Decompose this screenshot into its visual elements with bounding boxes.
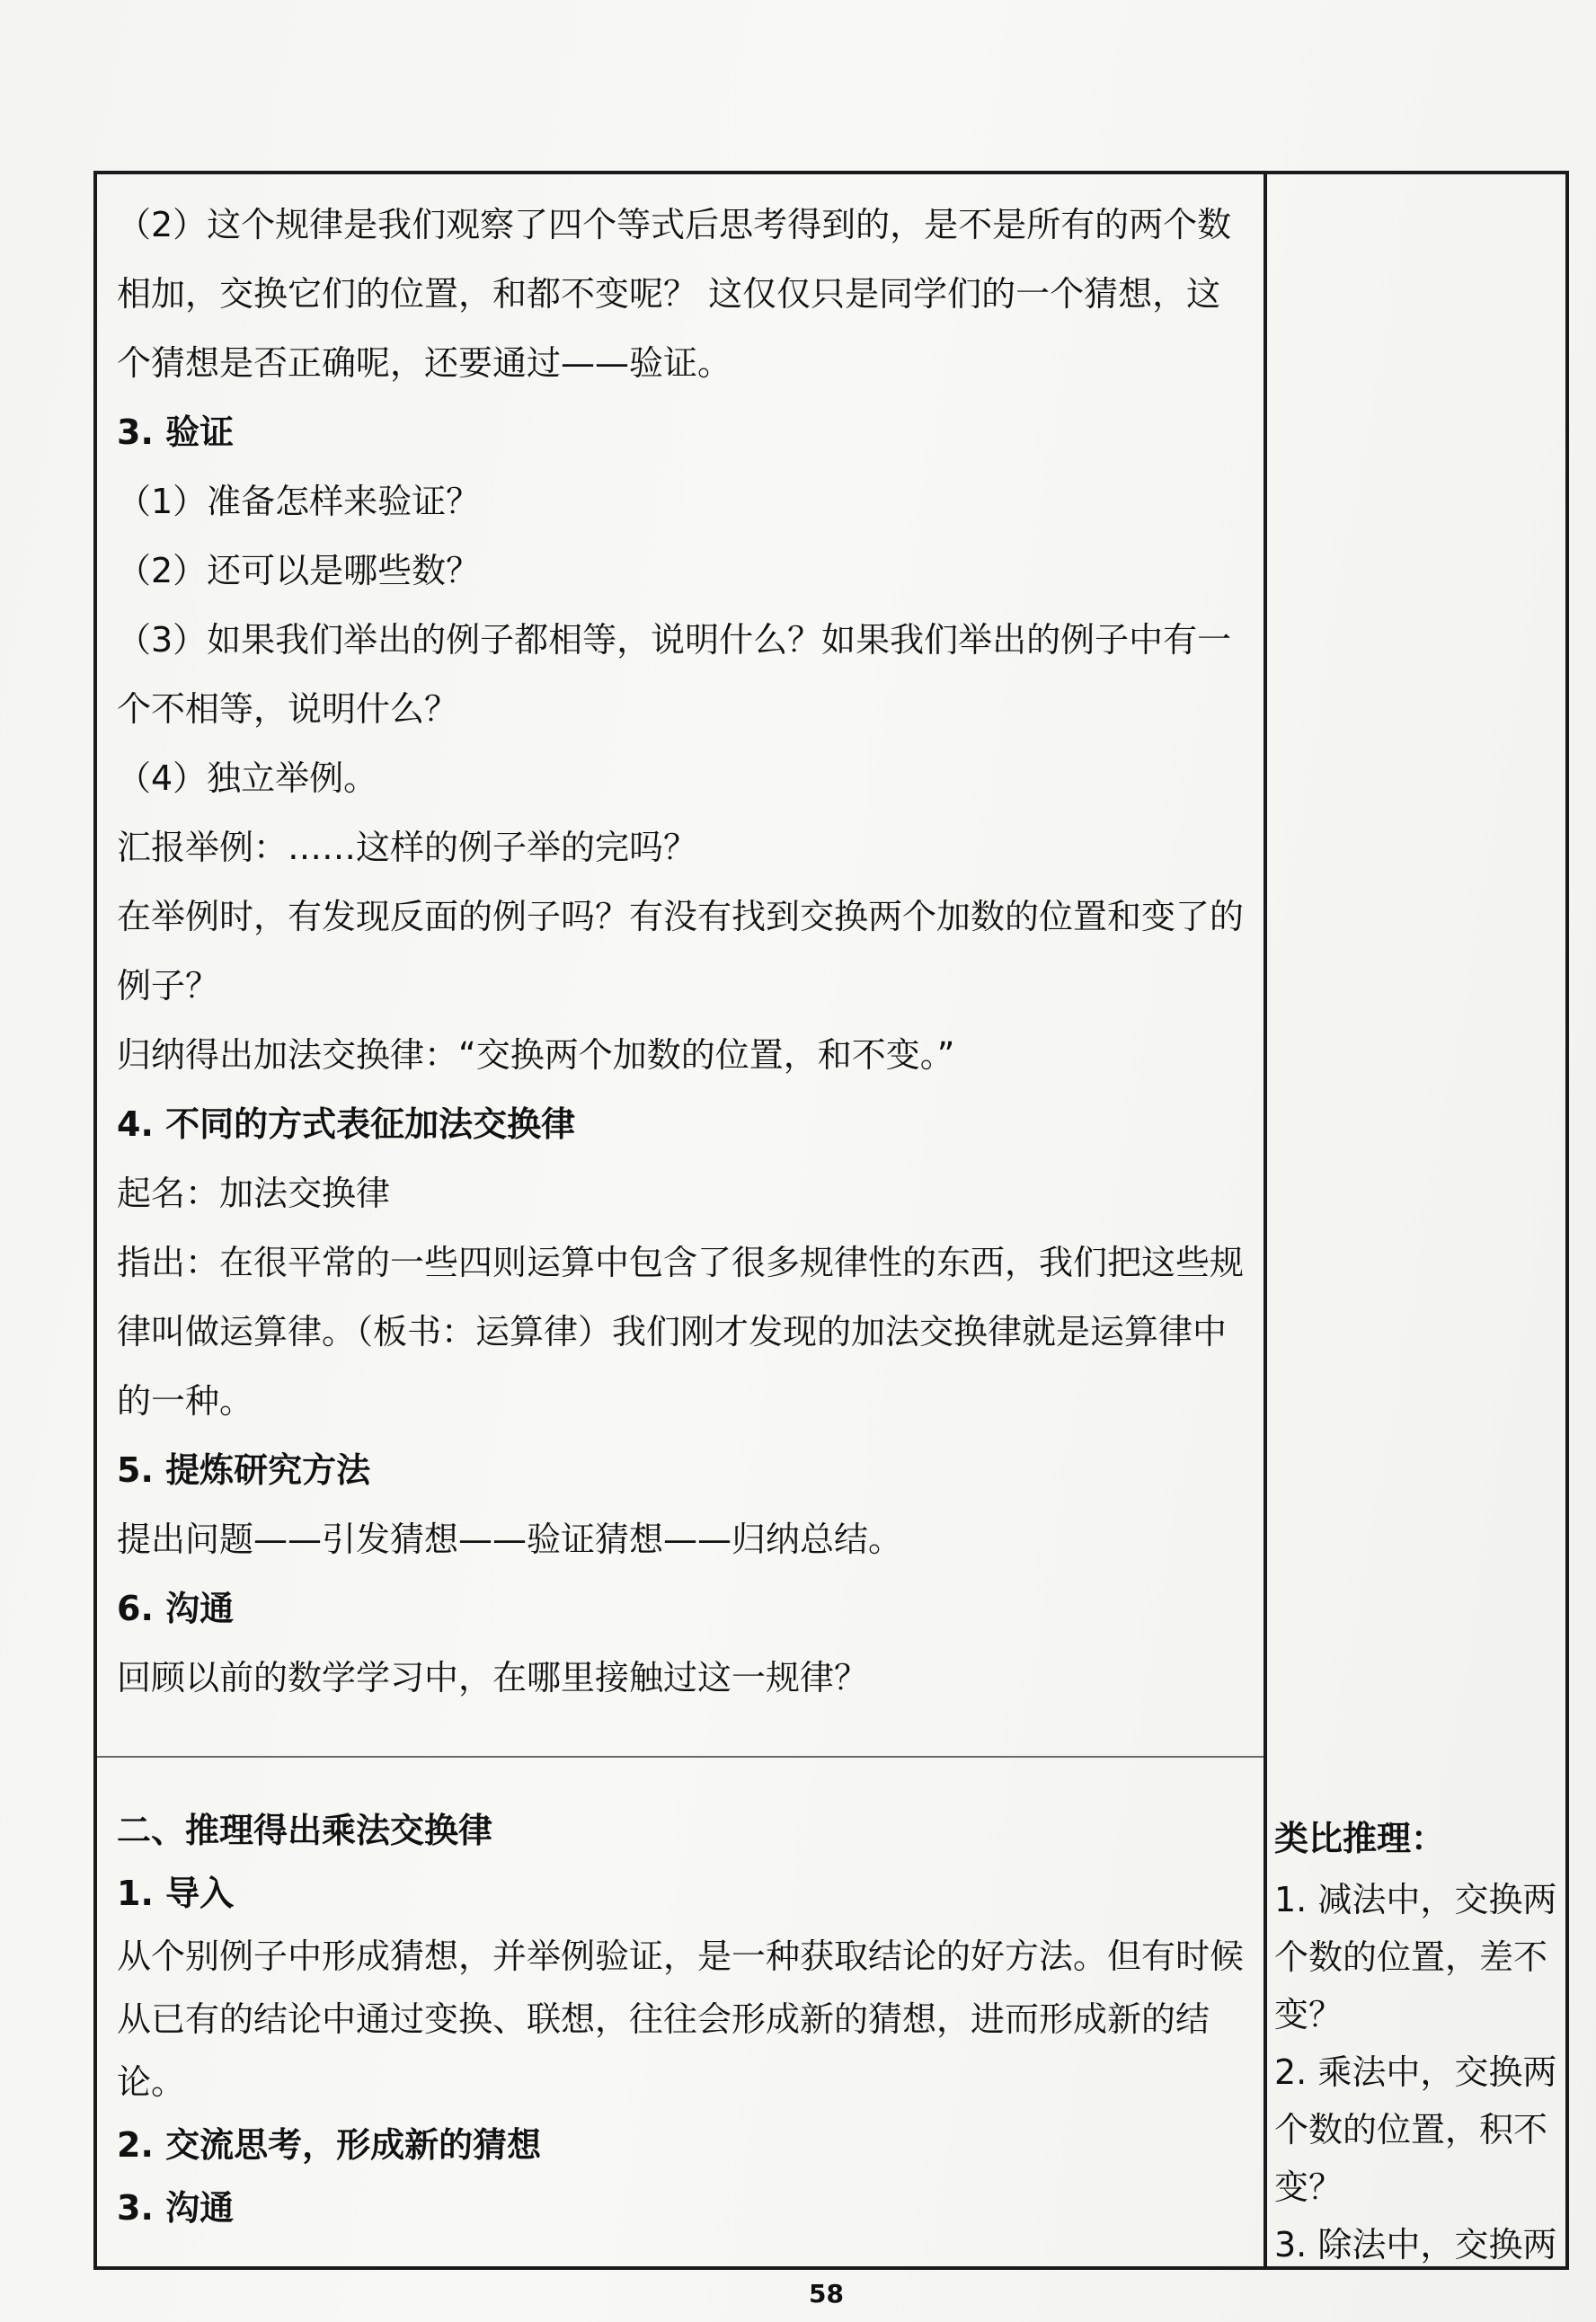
main-paragraph-6: （4）独立举例。 [117, 758, 378, 798]
column-divider [1264, 174, 1267, 2266]
section-two-content [117, 1799, 1251, 2239]
side-notes [1274, 1810, 1562, 2273]
row-divider [97, 1756, 1264, 1758]
main-paragraph-14: 提出问题——引发猜想——验证猜想——归纳总结。 [117, 1520, 903, 1559]
main-paragraph-8: 在举例时，有发现反面的例子吗？有没有找到交换两个加数的位置和变了的例子？ [117, 897, 1245, 1006]
main-paragraph-1: （2）这个规律是我们观察了四个等式后思考得到的，是不是所有的两个数相加，交换它们的位置，和都不变呢？ 这仅仅只是同学们的一个猜想，这个猜想是否正确呢，还要通过——验证。 [117, 205, 1232, 383]
side-note-item-2: 2. 乘法中，交换两个数的位置，积不变？ [1274, 2052, 1557, 2207]
main-paragraph-7: 汇报举例：……这样的例子举的完吗？ [117, 828, 698, 867]
main-heading-10: 4. 不同的方式表征加法交换律 [117, 1104, 576, 1144]
main-paragraph-11: 起名：加法交换律 [117, 1174, 391, 1213]
section2-heading-5: 3. 沟通 [117, 2188, 235, 2228]
main-paragraph-4: （2）还可以是哪些数？ [117, 551, 481, 590]
page-number: 58 [809, 2279, 844, 2309]
main-heading-13: 5. 提炼研究方法 [117, 1450, 371, 1490]
lesson-table [93, 171, 1569, 2270]
section2-heading-2: 1. 导入 [117, 1874, 235, 1913]
main-paragraph-5: （3）如果我们举出的例子都相等，说明什么？如果我们举出的例子中有一个不相等，说明什么？ [117, 620, 1232, 729]
side-notes-title: 类比推理： [1274, 1819, 1446, 1858]
main-heading-15: 6. 沟通 [117, 1589, 235, 1628]
section2-paragraph-3: 从个别例子中形成猜想，并举例验证，是一种获取结论的好方法。但有时候从已有的结论中通过变换、联想，往往会形成新的猜想，进而形成新的结论。 [117, 1936, 1245, 2102]
main-paragraph-3: （1）准备怎样来验证？ [117, 482, 481, 521]
section2-heading-1: 二、推理得出乘法交换律 [117, 1811, 493, 1850]
main-heading-2: 3. 验证 [117, 412, 235, 452]
section2-heading-4: 2. 交流思考，形成新的猜想 [117, 2125, 542, 2165]
side-note-item-3: 3. 除法中，交换两 [1274, 2225, 1557, 2264]
main-paragraph-12: 指出：在很平常的一些四则运算中包含了很多规律性的东西，我们把这些规律叫做运算律。（板书：运算律）我们刚才发现的加法交换律就是运算律中的一种。 [117, 1243, 1245, 1421]
main-paragraph-16: 回顾以前的数学学习中，在哪里接触过这一规律？ [117, 1658, 869, 1697]
main-content [117, 191, 1251, 1713]
main-paragraph-9: 归纳得出加法交换律：“交换两个加数的位置，和不变。” [117, 1035, 955, 1075]
side-note-item-1: 1. 减法中，交换两个数的位置，差不变？ [1274, 1880, 1557, 2034]
